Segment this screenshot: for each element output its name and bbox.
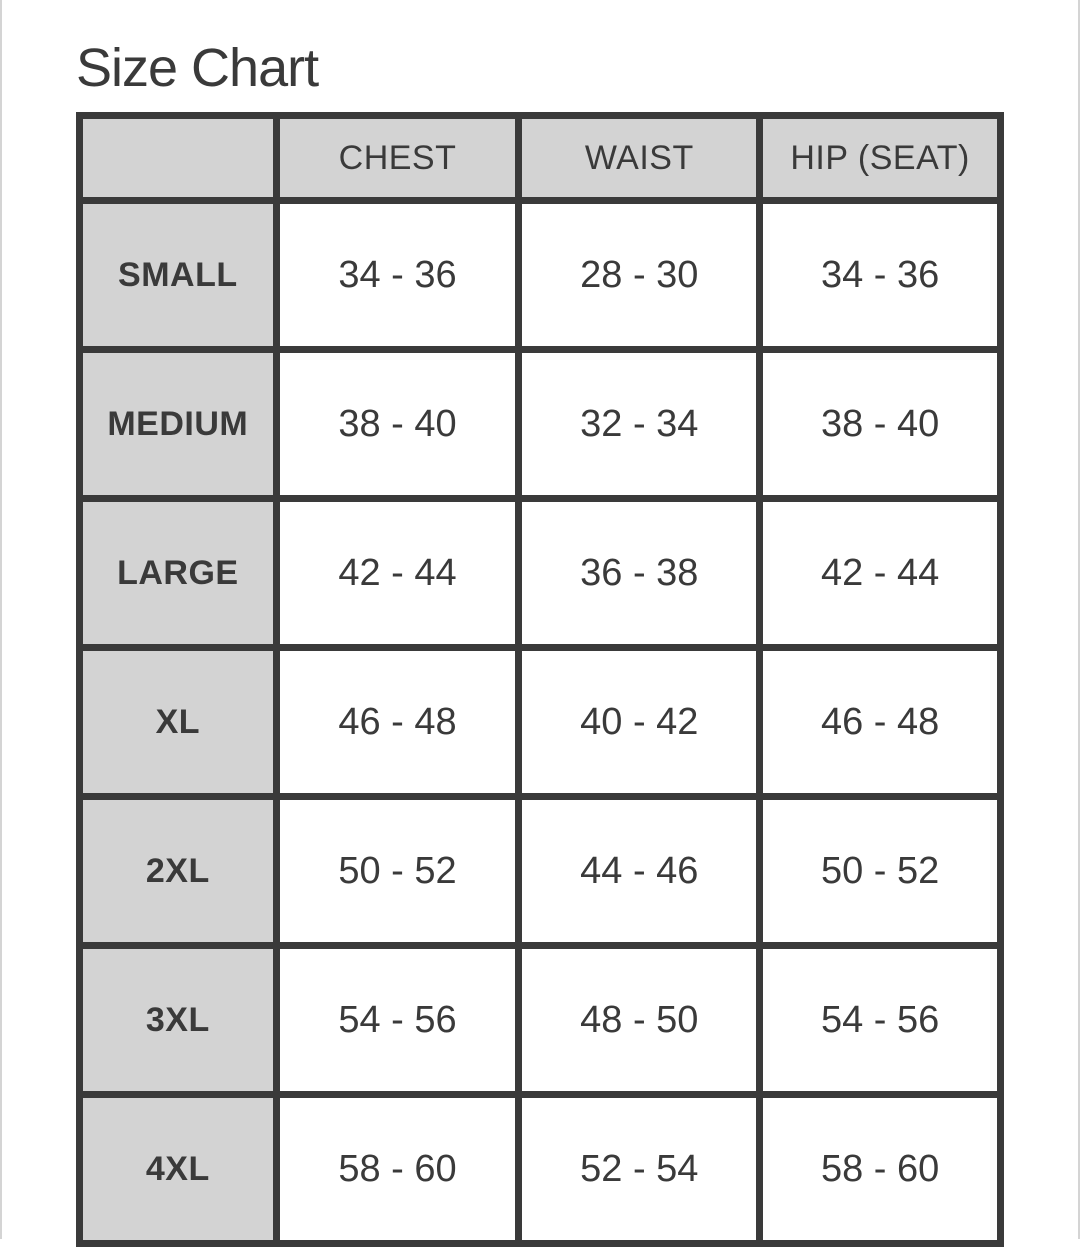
waist-value: 32 - 34: [519, 350, 760, 499]
page-title: Size Chart: [76, 38, 319, 98]
waist-value: 40 - 42: [519, 648, 760, 797]
size-label: 2XL: [80, 797, 277, 946]
table-row: [80, 648, 1001, 797]
waist-value: 48 - 50: [519, 946, 760, 1095]
size-label: 3XL: [80, 946, 277, 1095]
hip-column-header: HIP (SEAT): [760, 116, 1001, 201]
chest-value: 42 - 44: [276, 499, 519, 648]
corner-header-cell: [80, 116, 277, 201]
table-row: [80, 1095, 1001, 1244]
hip-value: 58 - 60: [760, 1095, 1001, 1244]
table-row: [80, 946, 1001, 1095]
size-chart-table: [76, 112, 1004, 1247]
hip-value: 34 - 36: [760, 201, 1001, 350]
size-label: XL: [80, 648, 277, 797]
waist-value: 52 - 54: [519, 1095, 760, 1244]
hip-value: 46 - 48: [760, 648, 1001, 797]
size-label: SMALL: [80, 201, 277, 350]
waist-value: 36 - 38: [519, 499, 760, 648]
chest-value: 54 - 56: [276, 946, 519, 1095]
waist-value: 28 - 30: [519, 201, 760, 350]
size-label: MEDIUM: [80, 350, 277, 499]
chest-value: 38 - 40: [276, 350, 519, 499]
header-row: [80, 116, 1001, 201]
chest-value: 34 - 36: [276, 201, 519, 350]
table-row: [80, 201, 1001, 350]
size-label: 4XL: [80, 1095, 277, 1244]
waist-column-header: WAIST: [519, 116, 760, 201]
table-row: [80, 797, 1001, 946]
chest-value: 58 - 60: [276, 1095, 519, 1244]
hip-value: 38 - 40: [760, 350, 1001, 499]
size-label: LARGE: [80, 499, 277, 648]
table-row: [80, 499, 1001, 648]
table-row: [80, 350, 1001, 499]
chest-value: 46 - 48: [276, 648, 519, 797]
waist-value: 44 - 46: [519, 797, 760, 946]
chest-column-header: CHEST: [276, 116, 519, 201]
hip-value: 50 - 52: [760, 797, 1001, 946]
hip-value: 42 - 44: [760, 499, 1001, 648]
hip-value: 54 - 56: [760, 946, 1001, 1095]
chest-value: 50 - 52: [276, 797, 519, 946]
